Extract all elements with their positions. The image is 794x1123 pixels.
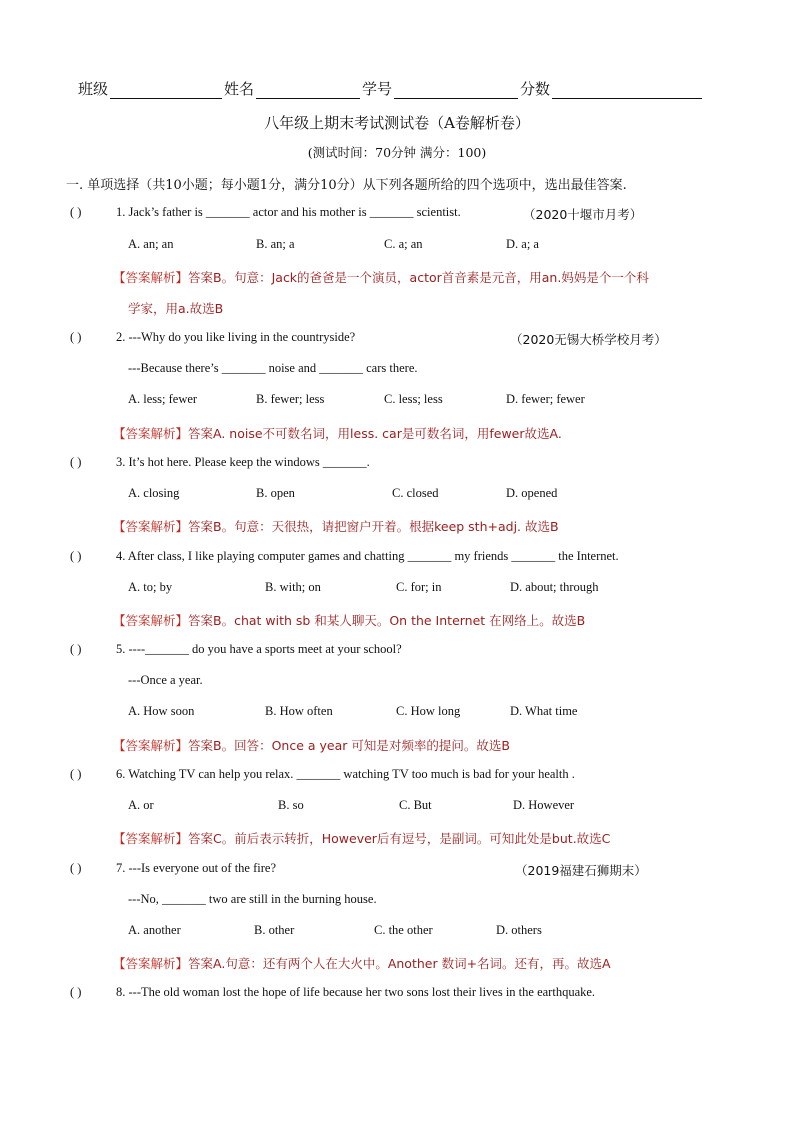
question-stem: 7. ---Is everyone out of the fire? bbox=[116, 861, 276, 875]
name-label: 姓名 bbox=[224, 80, 255, 98]
option-a: A. an; an bbox=[128, 237, 174, 251]
exam-title: 八年级上期末考试测试卷（A卷解析卷） bbox=[264, 114, 530, 132]
options-row bbox=[128, 486, 557, 501]
name-blank[interactable] bbox=[256, 84, 360, 99]
option-b: B. open bbox=[256, 486, 295, 500]
option-c: C. closed bbox=[392, 486, 439, 500]
section-heading: 一. 单项选择（共10小题；每小题1分，满分10分）从下列各题所给的四个选项中，选出最佳答案. bbox=[66, 178, 627, 193]
answer-continuation: 学家，用a.故选B bbox=[128, 301, 224, 316]
answer-bracket[interactable]: ( ) bbox=[70, 549, 82, 563]
option-d: D. However bbox=[513, 798, 575, 812]
options-row bbox=[128, 923, 542, 938]
option-a: A. closing bbox=[128, 486, 180, 500]
question-stem-reply: ---No, _______ two are still in the burning house. bbox=[128, 892, 377, 906]
option-b: B. other bbox=[254, 923, 295, 937]
answer-bracket[interactable]: ( ) bbox=[70, 985, 82, 999]
exam-subtitle: (测试时间：70分钟 满分：100) bbox=[307, 145, 487, 160]
answer-text: 答案A.句意：还有两个人在大火中。Another 数词+名词。还有，再。故选A bbox=[188, 956, 611, 971]
answer-text: 答案C。前后表示转折，However后有逗号，是副词。可知此处是but.故选C bbox=[188, 831, 611, 846]
class-label: 班级 bbox=[78, 80, 109, 98]
score-blank[interactable] bbox=[552, 84, 702, 99]
option-b: B. an; a bbox=[256, 237, 295, 251]
question-source: （2020无锡大桥学校月考） bbox=[510, 332, 667, 347]
question-8 bbox=[70, 985, 595, 1000]
option-c: C. less; less bbox=[384, 392, 443, 406]
question-stem: 4. After class, I like playing computer games and chatting _______ my friends _______ the Internet. bbox=[116, 549, 619, 563]
option-c: C. a; an bbox=[384, 237, 423, 251]
question-stem: 3. It’s hot here. Please keep the windows _______. bbox=[116, 455, 370, 469]
question-7 bbox=[70, 861, 276, 876]
option-a: A. or bbox=[128, 798, 154, 812]
option-d: D. about; through bbox=[510, 580, 599, 594]
question-source: （2019福建石狮期末） bbox=[515, 863, 647, 878]
option-d: D. others bbox=[496, 923, 542, 937]
answer-explanation bbox=[113, 954, 611, 972]
class-blank[interactable] bbox=[110, 84, 222, 99]
question-stem-reply: ---Once a year. bbox=[128, 673, 203, 687]
answer-heading: 【答案解析】 bbox=[113, 956, 189, 971]
option-b: B. How often bbox=[265, 704, 333, 718]
answer-heading: 【答案解析】 bbox=[113, 519, 189, 534]
answer-explanation bbox=[113, 829, 610, 847]
answer-bracket[interactable]: ( ) bbox=[70, 455, 82, 469]
options-row bbox=[128, 580, 599, 595]
option-d: D. fewer; fewer bbox=[506, 392, 585, 406]
question-stem: 6. Watching TV can help you relax. _______ watching TV too much is bad for your health . bbox=[116, 767, 575, 781]
question-stem: 1. Jack’s father is _______ actor and his mother is _______ scientist. bbox=[116, 205, 461, 219]
question-stem: 8. ---The old woman lost the hope of life because her two sons lost their lives in the earthquake. bbox=[116, 985, 596, 999]
answer-heading: 【答案解析】 bbox=[113, 831, 189, 846]
answer-heading: 【答案解析】 bbox=[113, 270, 189, 285]
question-stem: 5. ----_______ do you have a sports meet at your school? bbox=[116, 642, 402, 656]
answer-explanation bbox=[113, 424, 562, 442]
options-row bbox=[128, 237, 539, 252]
option-c: C. the other bbox=[374, 923, 433, 937]
id-label: 学号 bbox=[362, 80, 393, 98]
answer-heading: 【答案解析】 bbox=[113, 613, 189, 628]
question-4 bbox=[70, 549, 619, 564]
student-info-row bbox=[78, 78, 704, 99]
answer-heading: 【答案解析】 bbox=[113, 738, 189, 753]
question-1 bbox=[70, 205, 461, 220]
answer-heading: 【答案解析】 bbox=[113, 426, 189, 441]
answer-bracket[interactable]: ( ) bbox=[70, 861, 82, 875]
option-c: C. How long bbox=[396, 704, 461, 718]
answer-text: 答案A. noise不可数名词，用less. car是可数名词，用fewer故选A. bbox=[188, 426, 562, 441]
option-b: B. so bbox=[278, 798, 304, 812]
answer-text: 答案B。chat with sb 和某人聊天。On the Internet 在网络上。故选B bbox=[188, 613, 586, 628]
option-d: D. a; a bbox=[506, 237, 539, 251]
option-d: D. What time bbox=[510, 704, 578, 718]
options-row bbox=[128, 704, 577, 719]
question-2 bbox=[70, 330, 355, 345]
answer-explanation bbox=[113, 611, 585, 629]
answer-text: 答案B。句意：天很热，请把窗户开着。根据keep sth+adj. 故选B bbox=[188, 519, 559, 534]
option-c: C. But bbox=[399, 798, 432, 812]
answer-explanation bbox=[113, 736, 510, 754]
question-5 bbox=[70, 642, 402, 657]
answer-text: 答案B。回答：Once a year 可知是对频率的提问。故选B bbox=[188, 738, 510, 753]
option-b: B. with; on bbox=[265, 580, 321, 594]
option-a: A. How soon bbox=[128, 704, 195, 718]
option-a: A. another bbox=[128, 923, 181, 937]
question-source: （2020十堰市月考） bbox=[523, 207, 643, 222]
answer-explanation bbox=[113, 517, 559, 535]
id-blank[interactable] bbox=[394, 84, 518, 99]
option-c: C. for; in bbox=[396, 580, 442, 594]
answer-explanation bbox=[113, 268, 649, 286]
option-a: A. to; by bbox=[128, 580, 173, 594]
question-stem: 2. ---Why do you like living in the countryside? bbox=[116, 330, 356, 344]
options-row bbox=[128, 798, 574, 813]
option-b: B. fewer; less bbox=[256, 392, 325, 406]
option-a: A. less; fewer bbox=[128, 392, 198, 406]
option-d: D. opened bbox=[506, 486, 558, 500]
score-label: 分数 bbox=[520, 80, 551, 98]
answer-text: 答案B。句意：Jack的爸爸是一个演员，actor首音素是元音，用an.妈妈是个一个科 bbox=[188, 270, 649, 285]
question-3 bbox=[70, 455, 370, 470]
options-row bbox=[128, 392, 585, 407]
answer-bracket[interactable]: ( ) bbox=[70, 330, 82, 344]
question-6 bbox=[70, 767, 575, 782]
question-stem-reply: ---Because there’s _______ noise and _______ cars there. bbox=[128, 361, 418, 375]
answer-bracket[interactable]: ( ) bbox=[70, 642, 82, 656]
answer-bracket[interactable]: ( ) bbox=[70, 205, 82, 219]
answer-bracket[interactable]: ( ) bbox=[70, 767, 82, 781]
